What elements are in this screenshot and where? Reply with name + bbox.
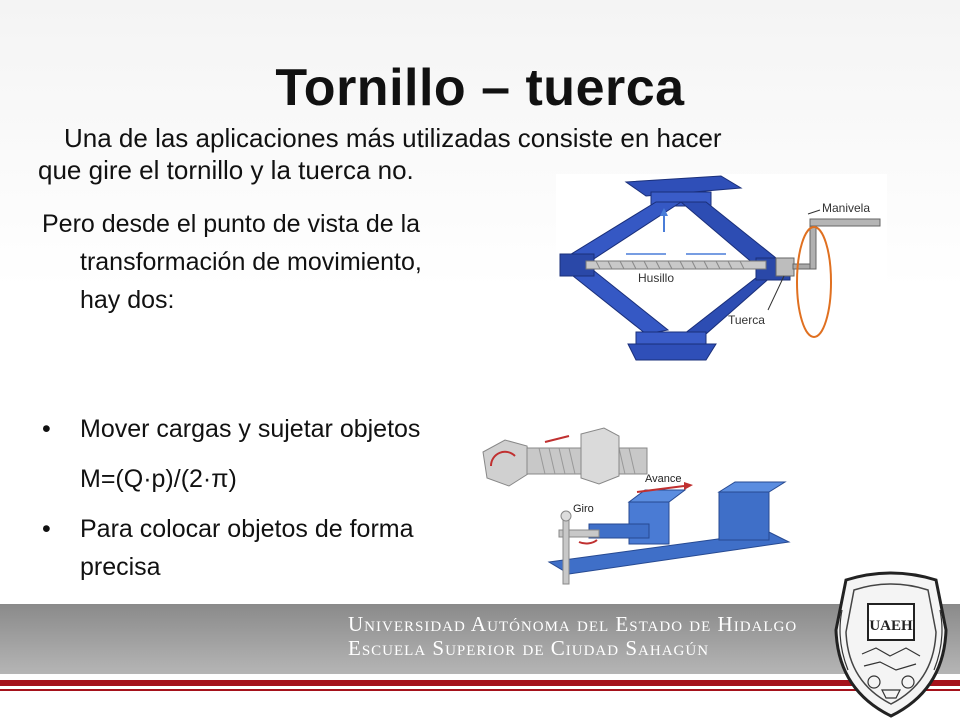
bolt-vise-drawing <box>469 412 799 590</box>
university-line-1: Universidad Autónoma del Estado de Hidalgo <box>348 612 798 636</box>
seal-drawing <box>826 570 956 718</box>
bullet-list <box>42 410 422 586</box>
subtitle-line-1: Una de las aplicaciones más utilizadas consiste en hacer <box>64 123 722 153</box>
footer-red-line-thin <box>0 689 960 691</box>
label-husillo: Husillo <box>638 271 675 285</box>
university-line-2: Escuela Superior de Ciudad Sahagún <box>348 636 710 660</box>
label-giro: Giro <box>573 503 594 515</box>
footer-red-line <box>0 680 960 686</box>
label-avance: Avance <box>645 473 682 485</box>
scissor-jack-drawing <box>556 174 887 364</box>
bullet-text: Mover cargas y sujetar objetos <box>80 415 421 443</box>
scissor-jack-image <box>556 174 887 364</box>
body-text: Pero desde el punto de vista de la transformación de movimiento, hay dos: <box>42 210 422 314</box>
body-paragraph <box>42 205 422 319</box>
label-tuerca: Tuerca <box>728 313 765 327</box>
slide-title: Tornillo – tuerca <box>275 59 685 117</box>
bolt-vise-image <box>469 412 799 590</box>
bullet-item <box>42 410 422 448</box>
subtitle-line-2: que gire el tornillo y la tuerca no. <box>38 155 414 185</box>
bullet-item <box>42 510 422 586</box>
label-manivela: Manivela <box>822 201 871 215</box>
formula: M=(Q·p)/(2·π) <box>80 465 237 493</box>
university-seal-logo <box>826 570 956 718</box>
bullet-text: Para colocar objetos de forma precisa <box>80 515 414 581</box>
university-name <box>348 612 828 660</box>
bullet-dot: • <box>42 415 51 443</box>
seal-text: UAEH <box>869 618 913 634</box>
bullet-dot: • <box>42 515 51 543</box>
